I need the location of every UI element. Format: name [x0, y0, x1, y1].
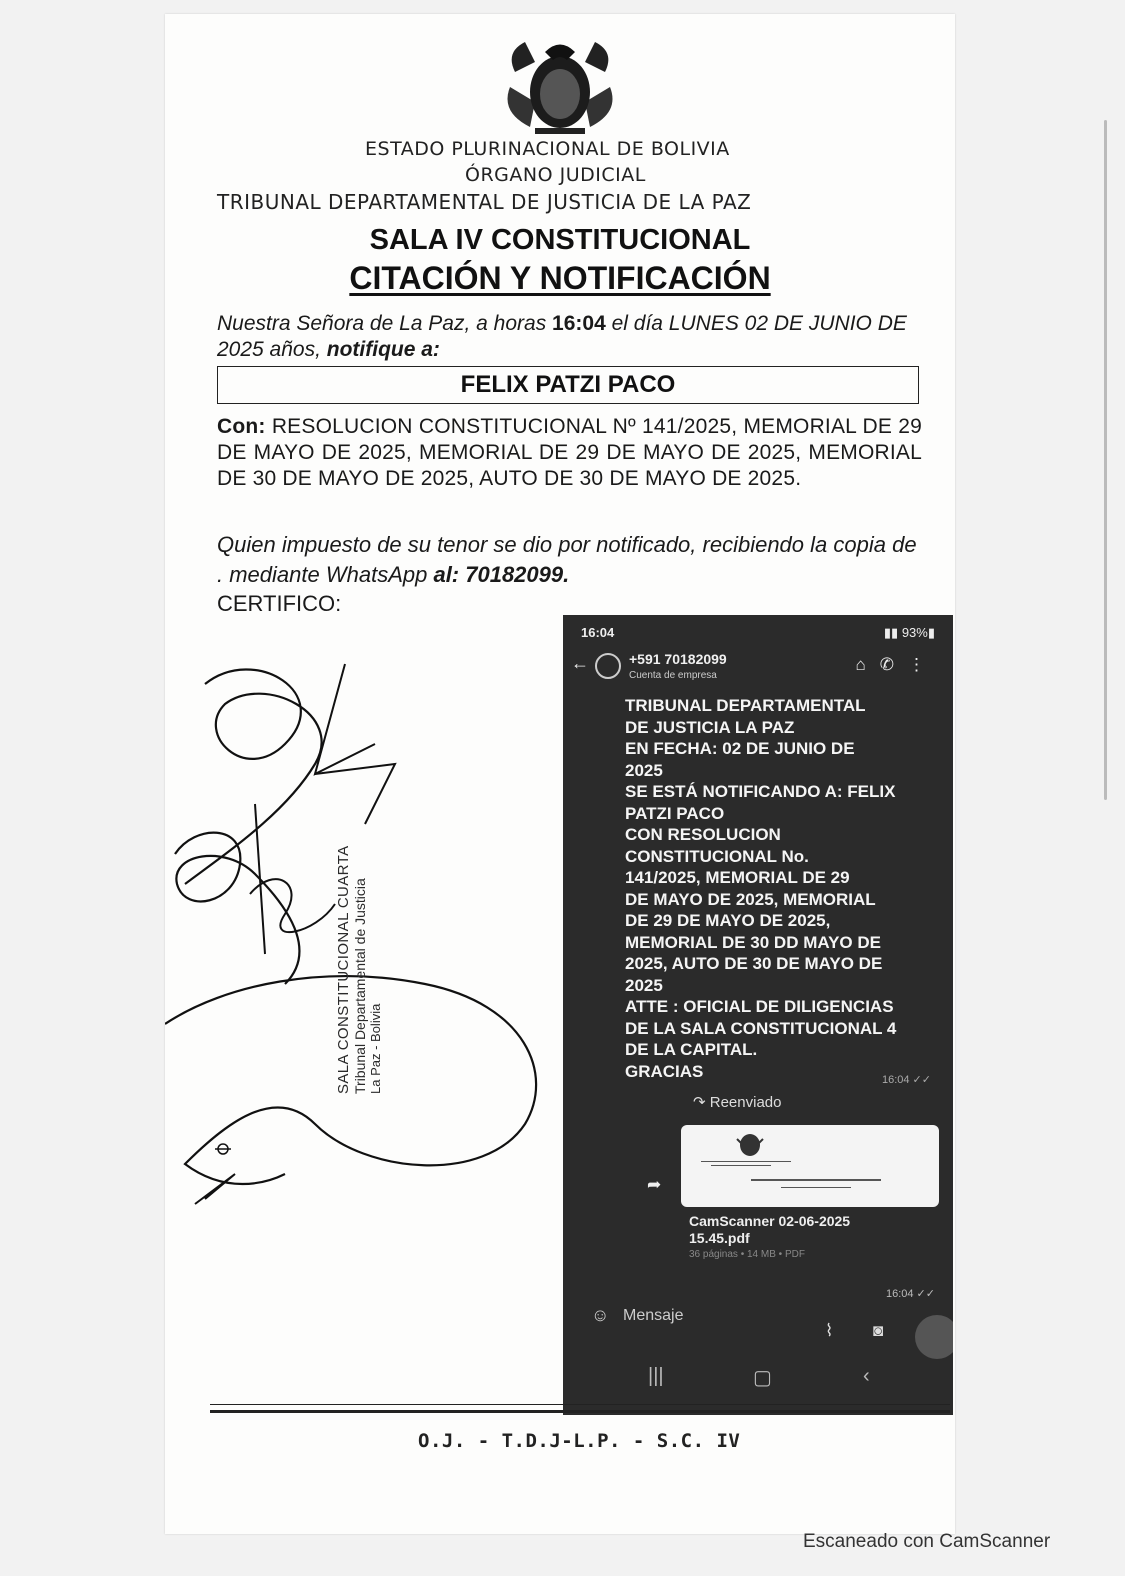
notified-name-box: FELIX PATZI PACO	[217, 366, 919, 404]
pdf-attachment-thumbnail[interactable]	[681, 1125, 939, 1207]
recents-icon[interactable]: |||	[648, 1365, 664, 1387]
contact-subtitle: Cuenta de empresa	[629, 670, 717, 681]
message-bubble	[625, 695, 925, 1082]
message-line: 141/2025, MEMORIAL DE 29	[625, 868, 850, 887]
quien-paragraph: Quien impuesto de su tenor se dio por notificado, recibiendo la copia de . mediante WhatsApp al: 70182099.	[217, 532, 917, 587]
signature-and-stamp	[165, 654, 565, 1214]
thumbnail-seal-icon	[733, 1131, 767, 1157]
mic-button[interactable]	[915, 1315, 953, 1359]
call-add-icon[interactable]: ✆	[879, 655, 908, 674]
thumbnail-line	[711, 1165, 771, 1166]
attachment-filename[interactable]: CamScanner 02-06-2025 15.45.pdf	[689, 1213, 851, 1246]
con-paragraph: Con: RESOLUCION CONSTITUCIONAL Nº 141/2025, MEMORIAL DE 29 DE MAYO DE 2025, MEMORIAL DE 29 DE MAYO DE 2025, MEMORIAL DE 30 DE MAYO DE 2025, AUTO DE 30 DE MAYO DE 2025.	[217, 415, 922, 490]
battery-level: ▮▮ 93%▮	[883, 625, 935, 640]
message-line: 2025	[625, 975, 663, 995]
certifico-label: CERTIFICO:	[217, 591, 342, 616]
whatsapp-screenshot	[563, 615, 953, 1415]
sala-title: SALA IV CONSTITUCIONAL	[369, 224, 751, 256]
footer-rule-thick	[210, 1410, 950, 1413]
message-line: MEMORIAL DE 30 DD MAYO DE	[625, 932, 881, 952]
header-organo: ÓRGANO JUDICIAL	[465, 164, 646, 186]
message-line: PATZI PACO	[625, 803, 725, 823]
contact-avatar[interactable]	[595, 653, 621, 679]
message-line: DE 29 DE MAYO DE 2025,	[625, 911, 831, 930]
message-line: CON RESOLUCION	[625, 825, 781, 844]
message-line: 2025, AUTO DE 30 DE MAYO DE	[625, 954, 883, 973]
back-nav-icon[interactable]: ‹	[863, 1365, 870, 1387]
bolivia-coat-of-arms-seal	[495, 32, 625, 142]
official-stamp	[335, 834, 383, 1094]
thumbnail-line	[701, 1161, 791, 1162]
message-line: GRACIAS	[625, 1061, 704, 1081]
camscanner-watermark: Escaneado con CamScanner	[803, 1531, 1051, 1552]
more-options-icon[interactable]: ⋮	[908, 655, 939, 674]
thumbnail-line	[781, 1187, 851, 1188]
scrollbar[interactable]	[1104, 120, 1107, 800]
message-time: 16:04 ✓✓	[881, 1074, 931, 1086]
message-input[interactable]: Mensaje	[623, 1307, 684, 1324]
home-icon[interactable]: ▢	[753, 1367, 772, 1389]
thumbnail-line	[751, 1179, 881, 1181]
intro-paragraph: Nuestra Señora de La Paz, a horas 16:04 el día LUNES 02 DE JUNIO DE 2025 años, notifique a:	[217, 312, 907, 361]
message-line: SE ESTÁ NOTIFICANDO A: FELIX	[625, 782, 896, 801]
emoji-icon[interactable]: ☺	[591, 1305, 610, 1325]
stamp-line: Tribunal Departamental de Justicia	[352, 878, 368, 1094]
attachment-info: 36 páginas • 14 MB • PDF	[689, 1249, 805, 1260]
message-line: DE LA SALA CONSTITUCIONAL 4	[625, 1018, 897, 1038]
contact-number[interactable]: +591 70182099	[629, 651, 727, 667]
message-line: DE MAYO DE 2025, MEMORIAL	[625, 889, 876, 909]
message-line: TRIBUNAL DEPARTAMENTAL	[625, 696, 866, 715]
footer-code: O.J. - T.D.J-L.P. - S.C. IV	[418, 1430, 741, 1452]
document-title: CITACIÓN Y NOTIFICACIÓN	[349, 260, 771, 296]
message-line: DE JUSTICIA LA PAZ	[625, 717, 795, 737]
message-line: 2025	[625, 760, 663, 780]
header-estado: ESTADO PLURINACIONAL DE BOLIVIA	[365, 138, 730, 160]
camera-icon[interactable]: ◙	[873, 1321, 884, 1340]
attachment-time: 16:04 ✓✓	[885, 1288, 935, 1300]
message-line: ATTE : OFICIAL DE DILIGENCIAS	[625, 997, 894, 1016]
chat-header-actions	[855, 655, 939, 675]
forwarded-label: ↷ Reenviado	[693, 1094, 782, 1111]
message-line: DE LA CAPITAL.	[625, 1040, 758, 1059]
message-line: EN FECHA: 02 DE JUNIO DE	[625, 739, 855, 758]
forward-icon[interactable]: ➦	[647, 1175, 662, 1194]
store-icon[interactable]: ⌂	[855, 655, 880, 674]
back-arrow-icon[interactable]: ←	[571, 653, 589, 673]
scanned-document-page	[165, 14, 955, 1534]
status-bar-time: 16:04	[581, 625, 615, 640]
header-tribunal: TRIBUNAL DEPARTAMENTAL DE JUSTICIA DE LA PAZ	[217, 190, 752, 214]
stamp-line: SALA CONSTITUCIONAL CUARTA	[335, 845, 352, 1094]
message-line: CONSTITUCIONAL No.	[625, 846, 809, 866]
stamp-line: La Paz - Bolivia	[368, 1003, 383, 1094]
footer-rule-thin	[210, 1404, 950, 1405]
attach-icon[interactable]: ⌇	[825, 1321, 834, 1340]
